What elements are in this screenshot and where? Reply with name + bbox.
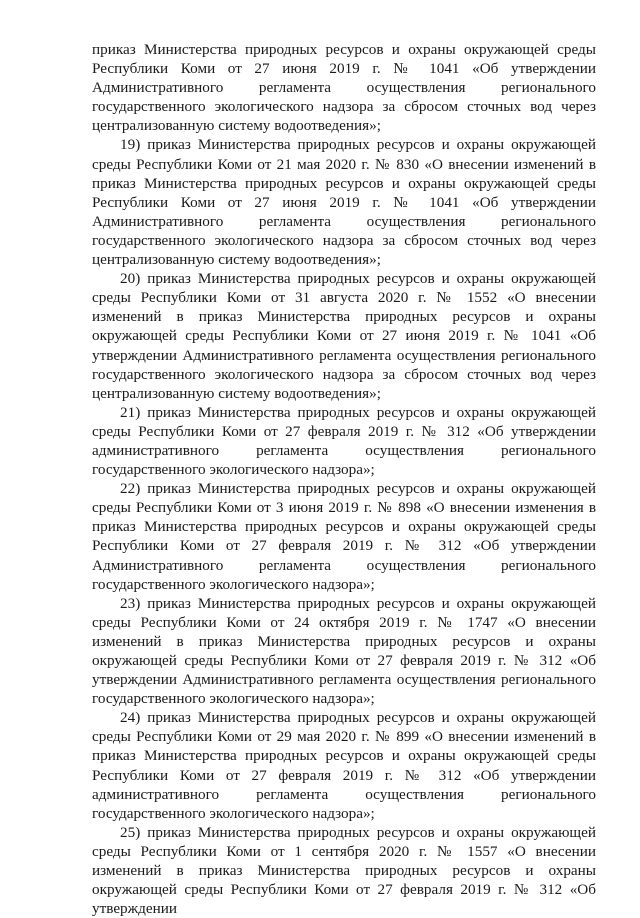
paragraph-item-23: 23) приказ Министерства природных ресурсов и охраны окружающей среды Республики Коми от 24 октября 2019 г. № 1747 «О внесении изменений в приказ Министерства природных ресурсов и охраны окружающей среды Республики Коми от 27 февраля 2019 г. № 312 «Об утверждении Административного регламента осуществления регионального государственного экологического надзора»;: [92, 594, 596, 708]
paragraph-item-24: 24) приказ Министерства природных ресурсов и охраны окружающей среды Республики Коми от 29 мая 2020 г. № 899 «О внесении изменений в приказ Министерства природных ресурсов и охраны окружающей среды Республики Коми от 27 февраля 2019 г. № 312 «Об утверждении административного регламента осуществления регионального государственного экологического надзора»;: [92, 709, 596, 822]
paragraph-item-20: 20) приказ Министерства природных ресурсов и охраны окружающей среды Республики Коми от 31 августа 2020 г. № 1552 «О внесении изменений в приказ Министерства природных ресурсов и охраны окружающей среды Республики Коми от 27 июня 2019 г. № 1041 «Об утверждении Административного регламента осуществления регионального государственного экологического надзора за сбросом сточных вод через централизованную систему водоотведения»;: [92, 270, 596, 402]
paragraph-continuation: приказ Министерства природных ресурсов и охраны окружающей среды Республики Коми от 27 июня 2019 г. № 1041 «Об утверждении Административного регламента осуществления регионального государственного экологического надзора за сбросом сточных вод через централизованную систему водоотведения»;: [92, 41, 596, 135]
paragraph-item-21: 21) приказ Министерства природных ресурсов и охраны окружающей среды Республики Коми от 27 февраля 2019 г. № 312 «Об утверждении административного регламента осуществления регионального государственного экологического надзора»;: [92, 403, 596, 479]
paragraph-item-22: 22) приказ Министерства природных ресурсов и охраны окружающей среды Республики Коми от 3 июня 2019 г. № 898 «О внесении изменения в приказ Министерства природных ресурсов и охраны окружающей среды Республики Коми от 27 февраля 2019 г. № 312 «Об утверждении Административного регламента осуществления регионального государственного экологического надзора»;: [92, 480, 596, 593]
paragraph-item-19: 19) приказ Министерства природных ресурсов и охраны окружающей среды Республики Коми от 21 мая 2020 г. № 830 «О внесении изменений в приказ Министерства природных ресурсов и охраны окружающей среды Республики Коми от 27 июня 2019 г. № 1041 «Об утверждении Административного регламента осуществления регионального государственного экологического надзора за сбросом сточных вод через централизованную систему водоотведения»;: [92, 136, 596, 269]
document-page: [92, 40, 596, 918]
paragraph-item-25: 25) приказ Министерства природных ресурсов и охраны окружающей среды Республики Коми от 1 сентября 2020 г. № 1557 «О внесении изменений в приказ Министерства природных ресурсов и охраны окружающей среды Республики Коми от 27 февраля 2019 г. № 312 «Об утверждении: [92, 823, 596, 918]
